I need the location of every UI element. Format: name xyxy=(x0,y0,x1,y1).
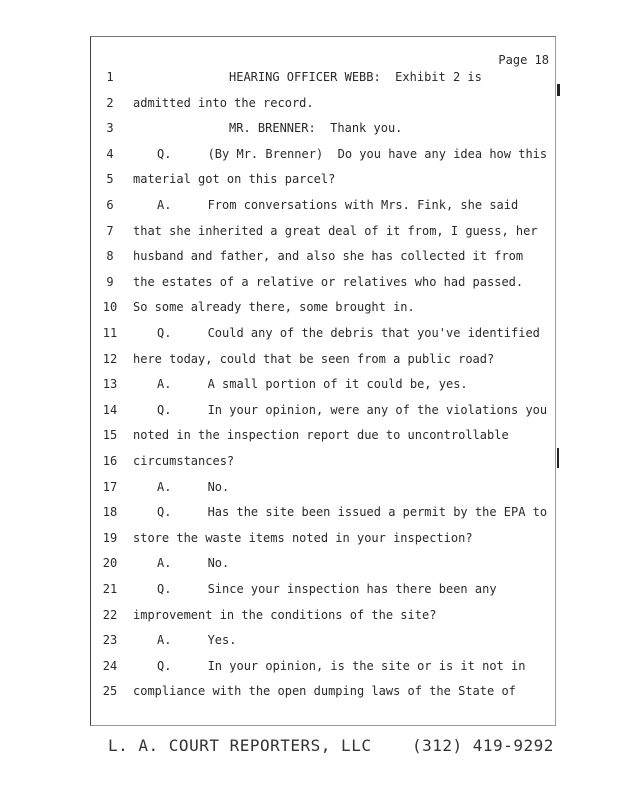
line-text: Q. Could any of the debris that you've identified xyxy=(157,326,540,340)
transcript-line xyxy=(91,477,555,497)
transcript-line xyxy=(91,246,555,266)
line-number: 16 xyxy=(102,454,118,468)
line-number: 18 xyxy=(102,505,118,520)
line-text: store the waste items noted in your inspection? xyxy=(133,530,473,545)
transcript-line xyxy=(91,605,555,625)
line-text: Q. Has the site been issued a permit by the EPA to xyxy=(157,505,548,520)
transcript-line xyxy=(91,681,555,701)
transcript-line xyxy=(91,400,555,420)
line-text: MR. BRENNER: Thank you. xyxy=(229,121,403,136)
line-number: 1 xyxy=(106,70,114,84)
transcript-page xyxy=(90,36,556,726)
line-number: 14 xyxy=(102,402,118,417)
transcript-line xyxy=(91,349,555,369)
line-text: noted in the inspection report due to uncontrollable xyxy=(133,428,509,443)
transcript-line xyxy=(91,195,555,215)
line-text: here today, could that be seen from a public road? xyxy=(133,351,495,366)
line-text: Q. Since your inspection has there been any xyxy=(157,582,497,596)
line-text: material got on this parcel? xyxy=(133,172,336,187)
line-number: 8 xyxy=(106,249,114,264)
line-number: 4 xyxy=(106,146,114,161)
line-text: A. From conversations with Mrs. Fink, she said xyxy=(157,198,519,212)
line-text: Q. In your opinion, is the site or is it not in xyxy=(157,658,526,673)
transcript-line xyxy=(91,67,555,87)
line-text: HEARING OFFICER WEBB: Exhibit 2 is xyxy=(229,70,482,84)
transcript-line xyxy=(91,656,555,676)
line-number: 20 xyxy=(102,556,118,571)
line-number: 7 xyxy=(106,223,114,238)
line-text: husband and father, and also she has collected it from xyxy=(133,249,524,264)
transcript-line xyxy=(91,118,555,138)
scan-mark xyxy=(557,84,560,96)
page-number: Page 18 xyxy=(498,53,549,67)
line-number: 17 xyxy=(102,479,118,494)
line-text: Q. In your opinion, were any of the violations you xyxy=(157,402,548,417)
line-text: A. Yes. xyxy=(157,633,237,648)
line-number: 9 xyxy=(106,274,114,289)
line-text: A. No. xyxy=(157,556,230,571)
transcript-line xyxy=(91,93,555,113)
transcript-line xyxy=(91,630,555,650)
line-number: 12 xyxy=(102,351,118,366)
line-number: 5 xyxy=(106,172,114,187)
transcript-line xyxy=(91,502,555,522)
line-text: admitted into the record. xyxy=(133,95,314,110)
footer-court-reporters: L. A. COURT REPORTERS, LLC (312) 419-9292 xyxy=(108,736,554,755)
line-text: the estates of a relative or relatives who had passed. xyxy=(133,274,524,289)
line-number: 15 xyxy=(102,428,118,443)
transcript-line xyxy=(91,425,555,445)
line-number: 24 xyxy=(102,658,118,673)
transcript-line xyxy=(91,451,555,471)
line-number: 11 xyxy=(102,326,118,340)
line-number: 25 xyxy=(102,684,118,699)
line-text: compliance with the open dumping laws of the State of xyxy=(133,684,516,699)
line-text: improvement in the conditions of the site? xyxy=(133,607,437,622)
transcript-line xyxy=(91,221,555,241)
line-text: Q. (By Mr. Brenner) Do you have any idea how this xyxy=(157,146,548,161)
scan-mark xyxy=(557,448,559,468)
line-number: 2 xyxy=(106,95,114,110)
transcript-line xyxy=(91,323,555,343)
line-number: 3 xyxy=(106,121,114,136)
line-number: 23 xyxy=(102,633,118,648)
line-text: A. A small portion of it could be, yes. xyxy=(157,377,468,392)
line-number: 21 xyxy=(102,582,118,596)
transcript-line xyxy=(91,579,555,599)
line-number: 22 xyxy=(102,607,118,622)
line-text: A. No. xyxy=(157,479,230,494)
line-number: 10 xyxy=(102,300,118,315)
line-text: circumstances? xyxy=(133,454,235,468)
line-number: 6 xyxy=(106,198,114,212)
transcript-line xyxy=(91,374,555,394)
transcript-line xyxy=(91,297,555,317)
transcript-line xyxy=(91,553,555,573)
transcript-line xyxy=(91,272,555,292)
line-number: 13 xyxy=(102,377,118,392)
transcript-line xyxy=(91,169,555,189)
transcript-line xyxy=(91,528,555,548)
line-number: 19 xyxy=(102,530,118,545)
transcript-line xyxy=(91,144,555,164)
line-text: So some already there, some brought in. xyxy=(133,300,415,315)
line-text: that she inherited a great deal of it from, I guess, her xyxy=(133,223,538,238)
